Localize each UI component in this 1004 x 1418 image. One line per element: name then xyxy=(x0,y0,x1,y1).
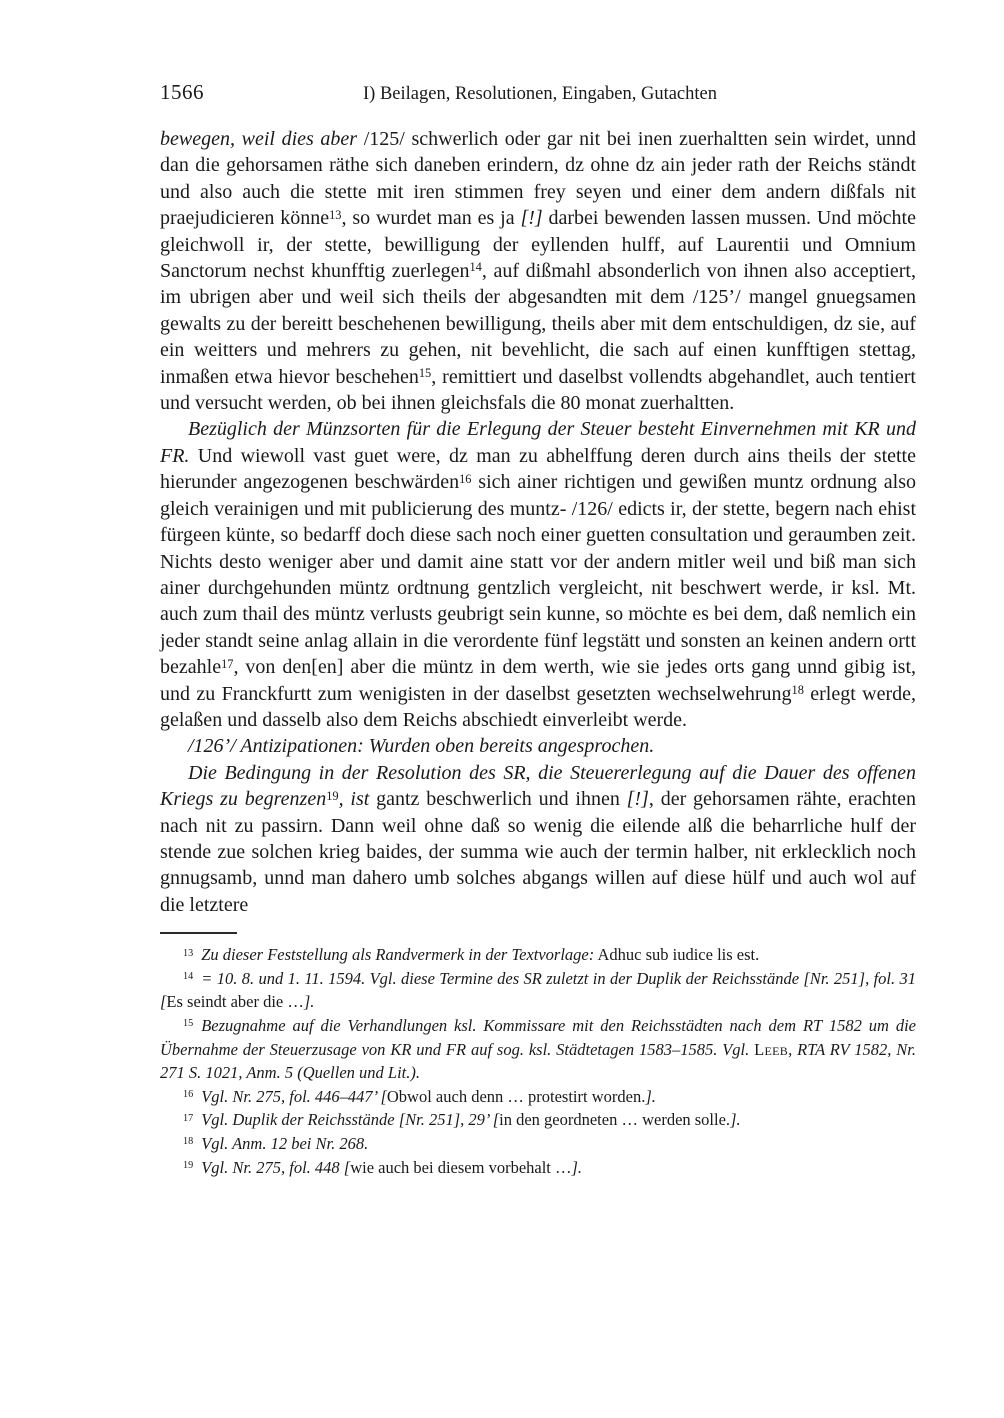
footnote-number: 15 xyxy=(183,1018,194,1030)
footnote-item xyxy=(160,1085,916,1109)
footnote-marker: 17 xyxy=(221,656,234,671)
text-segment: ]. xyxy=(303,992,315,1012)
footnote-marker: 19 xyxy=(326,788,339,803)
text-segment: Vgl. Anm. 12 bei Nr. 268. xyxy=(201,1133,369,1153)
running-header: I) Beilagen, Resolutionen, Eingaben, Gutachten xyxy=(363,84,717,104)
body-paragraph xyxy=(160,760,916,918)
text-segment: sich ainer richtigen und gewißen muntz ordnung also gleich verainigen und mit publicierung des muntz- /126/ edicts ir, der stette, begern nach ehist fürgeen künte, so bedarff doch diese sach noch einer guetten consultation und geraumben zeit. Nichts desto weniger aber und damit aine statt vor der andern mitler weil und biß man sich ainer durchgehunden müntz ordtnung gentzlich vergleicht, nit beschwert werde, ir ksl. Mt. auch zum thail des müntz verlusts geubrigt sein kunne, so möchte es bei dem, daß nemlich ein jeder standt seine anlag allain in die verordente fünf legstätt und sonsten an keinen andern ortt bezahle xyxy=(160,471,916,679)
body-paragraph xyxy=(160,126,916,416)
text-segment: , ist xyxy=(338,788,370,811)
footnote-number: 17 xyxy=(183,1112,194,1124)
text-segment: wie auch bei diesem vorbehalt … xyxy=(350,1157,572,1177)
footnote-number: 14 xyxy=(183,971,194,983)
text-segment: bewegen, weil dies aber xyxy=(160,128,364,150)
text-segment: , so wurdet man es ja xyxy=(341,207,521,230)
footnote-marker: 16 xyxy=(459,471,472,486)
text-segment: Vgl. Duplik der Reichsstände [Nr. 251], 29’ [ xyxy=(201,1110,500,1130)
text-segment: , der gehorsamen rähte, erachten nach nit zu passirn. Dann weil ohne daß so wenig die eilende alß die beharrliche hulf der stende zue solchen krieg baides, der summa wie auch der termin halber, nit erklecklich noch gnnugsamb, unnd man dahero umb solches abgangs willen auf diese hülf und auch wol auf die letztere xyxy=(160,788,916,916)
text-segment: darbei bewenden lassen mussen. Und möchte gleichwoll ir, der stette, bewilligung der eyllenden hulff, auf Laurentii und Omnium Sanctorum nechst khunfftig zuerlegen xyxy=(160,207,916,283)
footnote-marker: 18 xyxy=(791,682,804,697)
text-segment: , RTA RV 1582, Nr. 271 S. 1021, Anm. 5 (Quellen und Lit.). xyxy=(160,1039,916,1083)
footnote-marker: 14 xyxy=(469,260,482,275)
footnote-item xyxy=(160,967,916,1014)
text-segment: , von den[en] aber die müntz in dem werth, wie sie jedes orts gang unnd gibig ist, und zu Franckfurtt zum wenigisten in der daselbst gesetzten wechselwehrung xyxy=(160,656,916,705)
text-segment: Und wiewoll vast guet were, dz man zu abhelffung deren durch ains theils der stette hierunder angezogenen beschwärden xyxy=(160,444,916,494)
page-header xyxy=(160,80,916,105)
text-segment: Es seindt aber die … xyxy=(166,992,304,1012)
text-segment: Bezugnahme auf die Verhandlungen ksl. Kommissare mit den Reichsstädten nach dem RT 1582 um die Übernahme der Steuerzusage von KR und FR auf sog. ksl. Städtetagen 1583–1585. Vgl. xyxy=(160,1015,916,1059)
page-number: 1566 xyxy=(160,80,204,104)
footnote-number: 16 xyxy=(183,1089,194,1101)
text-segment: gantz beschwerlich und ihnen xyxy=(369,788,627,811)
text-segment: ]. xyxy=(571,1157,583,1177)
text-segment: erlegt werde, gelaßen und dasselb also dem Reichs abschiedt einverleibt werde. xyxy=(160,682,916,731)
footnote-separator xyxy=(160,932,237,934)
text-segment: Zu dieser Feststellung als Randvermerk in der Textvorlage: xyxy=(201,945,595,965)
text-segment: Vgl. Nr. 275, fol. 448 [ xyxy=(201,1157,351,1177)
text-segment: Obwol auch denn … protestirt worden. xyxy=(386,1086,646,1106)
footnotes-block xyxy=(160,943,916,1179)
footnote-item xyxy=(160,943,916,967)
text-segment: in den geordneten … werden solle. xyxy=(499,1110,731,1130)
footnote-item xyxy=(160,1108,916,1132)
text-segment: Vgl. Nr. 275, fol. 446–447’ [ xyxy=(201,1086,387,1106)
body-paragraph xyxy=(160,416,916,733)
text-segment: Adhuc sub iudice lis est. xyxy=(594,945,760,965)
footnote-marker: 15 xyxy=(418,366,432,381)
text-segment: Leeb xyxy=(754,1039,789,1059)
text-segment: Die Bedingung in der Resolution des SR, die Steuererlegung auf die Dauer des offenen Kriegs zu begrenzen xyxy=(160,761,916,811)
text-segment: , auf dißmahl absonderlich von ihnen also acceptiert, im ubrigen aber und weil sich theils der abgesandten mit dem /125’/ mangel gnuegsamen gewalts zu der bereitt beschehenen bewilligung, theils aber mit dem entschuldigen, dz sie, auf ein weitters und mehrers zu gehen, nit bevehlicht, die sach auf einen kunfftigen stettag, inmaßen etwa hievor beschehen xyxy=(160,260,916,388)
text-segment: Bezüglich der Münzsorten für die Erlegung der Steuer besteht Einvernehmen mit KR und FR. xyxy=(160,418,916,467)
text-segment: [!] xyxy=(520,207,543,230)
footnote-number: 18 xyxy=(183,1136,194,1148)
footnote-item xyxy=(160,1132,916,1156)
footnote-marker: 13 xyxy=(329,207,342,222)
footnote-number: 13 xyxy=(183,947,194,959)
text-segment: , remittiert und daselbst vollendts abgehandlet, auch tentiert und versucht werden, ob bei ihnen gleichsfals die 80 monat zuerhaltten. xyxy=(160,365,916,415)
footnote-item xyxy=(160,1156,916,1180)
body-paragraph xyxy=(160,733,916,759)
text-segment: /126’/ Antizipationen: Wurden oben bereits angesprochen. xyxy=(188,735,655,758)
text-segment: [!] xyxy=(626,788,649,811)
footnote-number: 19 xyxy=(183,1159,194,1171)
text-segment: ]. xyxy=(645,1086,656,1106)
text-segment: ]. xyxy=(730,1110,741,1130)
main-text-block xyxy=(160,126,916,918)
footnote-item xyxy=(160,1014,916,1085)
text-segment: = 10. 8. und 1. 11. 1594. Vgl. diese Termine des SR zuletzt in der Duplik der Reichsstände [Nr. 251], fol. 31 [ xyxy=(160,968,916,1012)
text-segment: /125/ schwerlich oder gar nit bei inen zuerhaltten sein wirdet, unnd dan die gehorsamen räthe sich daneben erindern, dz ohne dz ain jeder rath der Reichs ständt und also auch die stette mit iren stimmen frey seyen und einer dem andern dißfals nit praejudicieren könne xyxy=(160,128,916,230)
